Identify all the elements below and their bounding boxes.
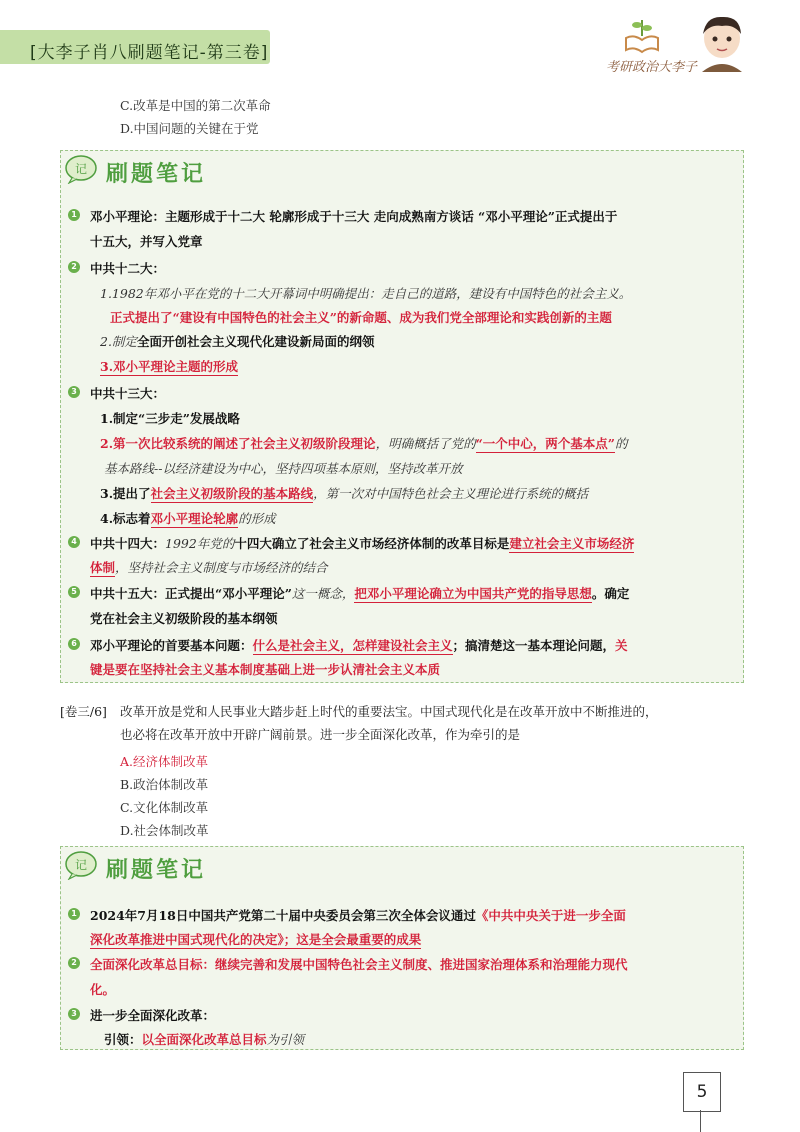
- page-number: 5: [683, 1072, 721, 1112]
- prev-option-c: C.改革是中国的第二次革命: [120, 98, 271, 113]
- note2-item1-line2: 深化改革推进中国式现代化的决定》；这是全会最重要的成果: [90, 932, 422, 947]
- question-stem-line2: 也必将在改革开放中开辟广阔前景。进一步全面深化改革，作为牵引的是: [120, 727, 521, 742]
- note1-item4-line1: 中共十四大：1992年党的十四大确立了社会主义市场经济体制的改革目标是建立社会主义市场经济: [90, 536, 635, 551]
- note1-item3-line1: 1.制定“三步走”发展战略: [100, 411, 240, 426]
- svg-text:记: 记: [74, 162, 88, 176]
- note1-item2-line2: 正式提出了“建设有中国特色的社会主义”的新命题、成为我们党全部理论和实践创新的主题: [110, 310, 612, 325]
- note1-item6-line2: 键是要在坚持社会主义基本制度基础上进一步认清社会主义本质: [90, 662, 441, 677]
- note1-item2-line3: 2.制定全面开创社会主义现代化建设新局面的纲领: [100, 334, 375, 349]
- item-number: 2: [68, 261, 80, 273]
- note1-item1-line1: 邓小平理论：主题形成于十二大 轮廓形成于十三大 走向成熟南方谈话 “邓小平理论”正式提出于: [90, 209, 618, 224]
- item-number: 1: [68, 209, 80, 221]
- note1-item3-line3: 基本路线--以经济建设为中心，坚持四项基本原则，坚持改革开放: [104, 461, 463, 476]
- item-number: 4: [68, 536, 80, 548]
- note2-item2-line2: 化。: [90, 982, 116, 997]
- question-stem-line1: 改革开放是党和人民事业大踏步赶上时代的重要法宝。中国式现代化是在改革开放中不断推进的，: [120, 704, 658, 719]
- note1-item5-line1: 中共十五大：正式提出“邓小平理论”这一概念，把邓小平理论确立为中国共产党的指导思想。确定: [90, 586, 630, 601]
- header-title: [大李子肖八刷题笔记-第三卷]: [30, 43, 269, 63]
- option-b: B.政治体制改革: [120, 777, 209, 792]
- item-number: 6: [68, 638, 80, 650]
- note1-item2-head: 中共十二大：: [90, 261, 166, 276]
- page-number-line: [700, 1110, 701, 1132]
- svg-text:记: 记: [74, 858, 88, 872]
- avatar: [694, 12, 750, 72]
- item-number: 3: [68, 386, 80, 398]
- note2-item1-line1: 2024年7月18日中国共产党第二十届中央委员会第三次全体会议通过《中共中央关于进一步全面: [90, 908, 626, 923]
- note-icon: [64, 154, 100, 184]
- note1-item3-line5: 4.标志着邓小平理论轮廓的形成: [100, 511, 276, 526]
- note1-item2-line1: 1.1982年邓小平在党的十二大开幕词中明确提出：走自己的道路，建设有中国特色的社会主义。: [100, 286, 632, 301]
- option-d: D.社会体制改革: [120, 823, 209, 838]
- note-title: 刷题笔记: [106, 858, 207, 883]
- note2-item3-line1: 引领：以全面深化改革总目标为引领: [104, 1032, 305, 1047]
- option-c: C.文化体制改革: [120, 800, 209, 815]
- option-a-answer: A.经济体制改革: [120, 754, 209, 769]
- note1-item3-head: 中共十三大：: [90, 386, 166, 401]
- note1-item2-line4: 3.邓小平理论主题的形成: [100, 359, 239, 374]
- item-number: 5: [68, 586, 80, 598]
- question-label: [卷三/6]: [60, 704, 107, 719]
- note2-item3-head: 进一步全面深化改革：: [90, 1008, 216, 1023]
- item-number: 2: [68, 957, 80, 969]
- item-number: 1: [68, 908, 80, 920]
- note1-item3-line2: 2.第一次比较系统的阐述了社会主义初级阶段理论，明确概括了党的“一个中心，两个基本点”的: [100, 436, 628, 451]
- note-title: 刷题笔记: [106, 162, 207, 187]
- note2-item2-line1: 全面深化改革总目标：继续完善和发展中国特色社会主义制度、推进国家治理体系和治理能力现代: [90, 957, 628, 972]
- prev-option-d: D.中国问题的关键在于党: [120, 121, 259, 136]
- note1-item6-line1: 邓小平理论的首要基本问题：什么是社会主义，怎样建设社会主义；搞清楚这一基本理论问题，关: [90, 638, 628, 653]
- note1-item3-line4: 3.提出了社会主义初级阶段的基本路线，第一次对中国特色社会主义理论进行系统的概括: [100, 486, 589, 501]
- note1-item5-line2: 党在社会主义初级阶段的基本纲领: [90, 611, 278, 626]
- note1-item4-line2: 体制，坚持社会主义制度与市场经济的结合: [90, 560, 328, 575]
- note1-item1-line2: 十五大，并写入党章: [90, 234, 203, 249]
- brand-text: 考研政治大李子: [606, 60, 698, 75]
- note-icon: [64, 850, 100, 880]
- item-number: 3: [68, 1008, 80, 1020]
- book-plant-logo-icon: [622, 16, 662, 56]
